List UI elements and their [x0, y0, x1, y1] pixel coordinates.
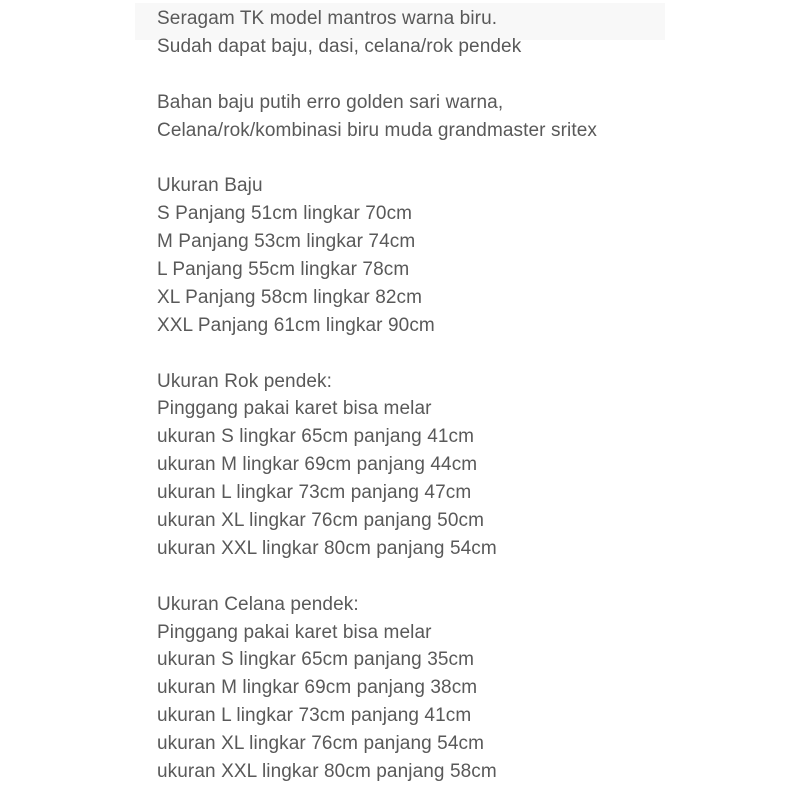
shorts-size-section — [157, 591, 777, 786]
shorts-size-row: ukuran XXL lingkar 80cm panjang 58cm — [157, 761, 497, 783]
shirt-size-section — [157, 172, 777, 339]
skirt-size-row: ukuran M lingkar 69cm panjang 44cm — [157, 454, 478, 476]
shirt-size-row: S Panjang 51cm lingkar 70cm — [157, 203, 413, 225]
shorts-waist-note: Pinggang pakai karet bisa melar — [157, 621, 432, 643]
spacer — [157, 340, 777, 368]
spacer — [157, 563, 777, 591]
material-section — [157, 89, 777, 145]
shorts-size-row: ukuran S lingkar 65cm panjang 35cm — [157, 649, 475, 671]
intro-line: Sudah dapat baju, dasi, celana/rok pendek — [157, 35, 522, 57]
skirt-size-section — [157, 368, 777, 563]
shirt-size-heading: Ukuran Baju — [157, 175, 263, 197]
skirt-waist-note: Pinggang pakai karet bisa melar — [157, 398, 432, 420]
shirt-size-row: XXL Panjang 61cm lingkar 90cm — [157, 314, 435, 336]
skirt-size-row: ukuran XL lingkar 76cm panjang 50cm — [157, 510, 485, 532]
material-line: Bahan baju putih erro golden sari warna, — [157, 91, 504, 113]
material-line: Celana/rok/kombinasi biru muda grandmaster sritex — [157, 119, 597, 141]
skirt-size-row: ukuran L lingkar 73cm panjang 47cm — [157, 482, 472, 504]
skirt-size-heading: Ukuran Rok pendek: — [157, 370, 333, 392]
shorts-size-row: ukuran M lingkar 69cm panjang 38cm — [157, 677, 478, 699]
shorts-size-row: ukuran L lingkar 73cm panjang 41cm — [157, 705, 472, 727]
skirt-size-row: ukuran S lingkar 65cm panjang 41cm — [157, 426, 475, 448]
shirt-size-row: L Panjang 55cm lingkar 78cm — [157, 259, 410, 281]
skirt-size-row: ukuran XXL lingkar 80cm panjang 54cm — [157, 537, 497, 559]
shorts-size-heading: Ukuran Celana pendek: — [157, 593, 359, 615]
product-description — [157, 5, 777, 786]
shirt-size-row: M Panjang 53cm lingkar 74cm — [157, 231, 416, 253]
spacer — [157, 144, 777, 172]
shirt-size-row: XL Panjang 58cm lingkar 82cm — [157, 286, 423, 308]
intro-section — [157, 5, 777, 61]
intro-line: Seragam TK model mantros warna biru. — [157, 8, 498, 29]
spacer — [157, 61, 777, 89]
shorts-size-row: ukuran XL lingkar 76cm panjang 54cm — [157, 733, 485, 755]
